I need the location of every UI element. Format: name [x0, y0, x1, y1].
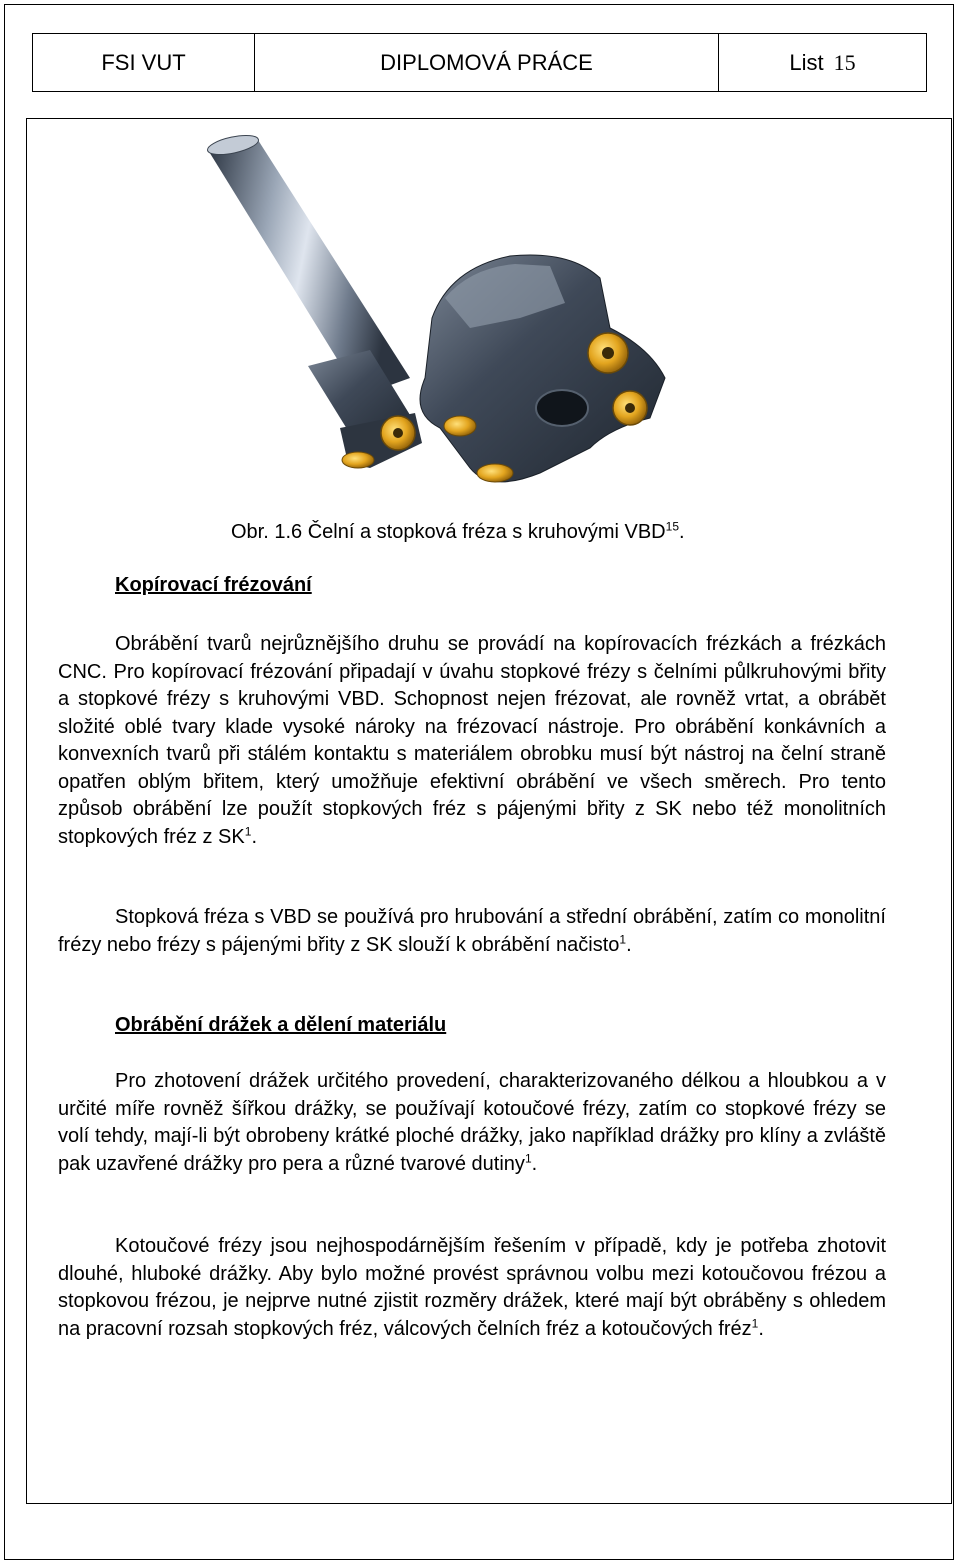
section-heading-copy-milling: Kopírovací frézování [115, 574, 312, 596]
paragraph-end: . [626, 933, 632, 956]
figure-caption-text: Obr. 1.6 Čelní a stopková fréza s kruhovými VBD [231, 521, 666, 543]
page-header [32, 33, 927, 92]
section-heading-grooving: Obrábění drážek a dělení materiálu [115, 1014, 447, 1036]
figure-caption-end: . [679, 521, 685, 543]
header-document-type: DIPLOMOVÁ PRÁCE [255, 34, 719, 91]
paragraph-text: Pro zhotovení drážek určitého provedení, charakterizovaného délkou a hloubkou a v určité míře rovněž šířkou drážky, se používají kotoučové frézy, zatím co stopkové frézy se volí tehdy, mají-li být obrobeny krátké ploché drážky, jako například drážky pro klíny a zvláště pak uzavřené drážky pro pera a různé tvarové dutiny [58, 1070, 886, 1175]
figure-caption-reference: 15 [665, 519, 679, 534]
paragraph-copy-milling-1 [58, 631, 886, 851]
paragraph-end: . [758, 1317, 764, 1340]
paragraph-end: . [251, 825, 257, 848]
paragraph-text: Kotoučové frézy jsou nejhospodárnějším řešením v případě, kdy je potřeba zhotovit dlouhé, hluboké drážky. Aby bylo možné provést správnou volbu mezi kotoučovou frézou a stopkovou frézou, je nejprve nutné zjistit rozměry drážek, které mají být obráběny s ohledem na pracovní rozsah stopkových fréz, válcových čelních fréz a kotoučových fréz [58, 1235, 886, 1340]
figure-caption [231, 521, 685, 544]
milling-tools-figure [170, 128, 690, 508]
end-mill-illustration [206, 132, 422, 468]
paragraph-reference: 1 [524, 1150, 532, 1165]
paragraph-text: Obrábění tvarů nejrůznějšího druhu se provádí na kopírovacích frézkách a frézkách CNC. Pro kopírovací frézování připadají v úvahu stopkové frézy s čelními půlkruhovými břity a stopkové frézy s kruhovými VBD. Schopnost nejen frézovat, ale rovněž vrtat, a obrábět složité oblé tvary klade vysoké nároky na frézovací nástroje. Pro obrábění konkávních a konvexních tvarů při stálém kontaktu s materiálem obrobku musí být nástroj na čelní straně opatřen oblým břitem, který umožňuje efektivní obrábění ve všech směrech. Pro tento způsob obrábění lze použít stopkových fréz s pájenými břity z SK nebo též monolitních stopkových fréz z SK [58, 633, 886, 848]
paragraph-end: . [531, 1152, 538, 1175]
header-page-label: List [789, 49, 824, 75]
paragraph-grooving-2 [58, 1233, 886, 1343]
face-mill-illustration [420, 255, 665, 482]
paragraph-copy-milling-2 [58, 904, 886, 959]
header-institution: FSI VUT [33, 34, 255, 91]
paragraph-grooving-1 [58, 1068, 886, 1178]
paragraph-text: Stopková fréza s VBD se používá pro hrubování a střední obrábění, zatím co monolitní frézy nebo frézy s pájenými břity z SK slouží k obrábění načisto [58, 906, 886, 956]
header-page-number: 15 [833, 49, 856, 75]
paragraph-reference: 1 [244, 823, 252, 838]
header-page-info [719, 34, 926, 91]
paragraph-reference: 1 [619, 931, 627, 946]
paragraph-reference: 1 [751, 1315, 759, 1330]
